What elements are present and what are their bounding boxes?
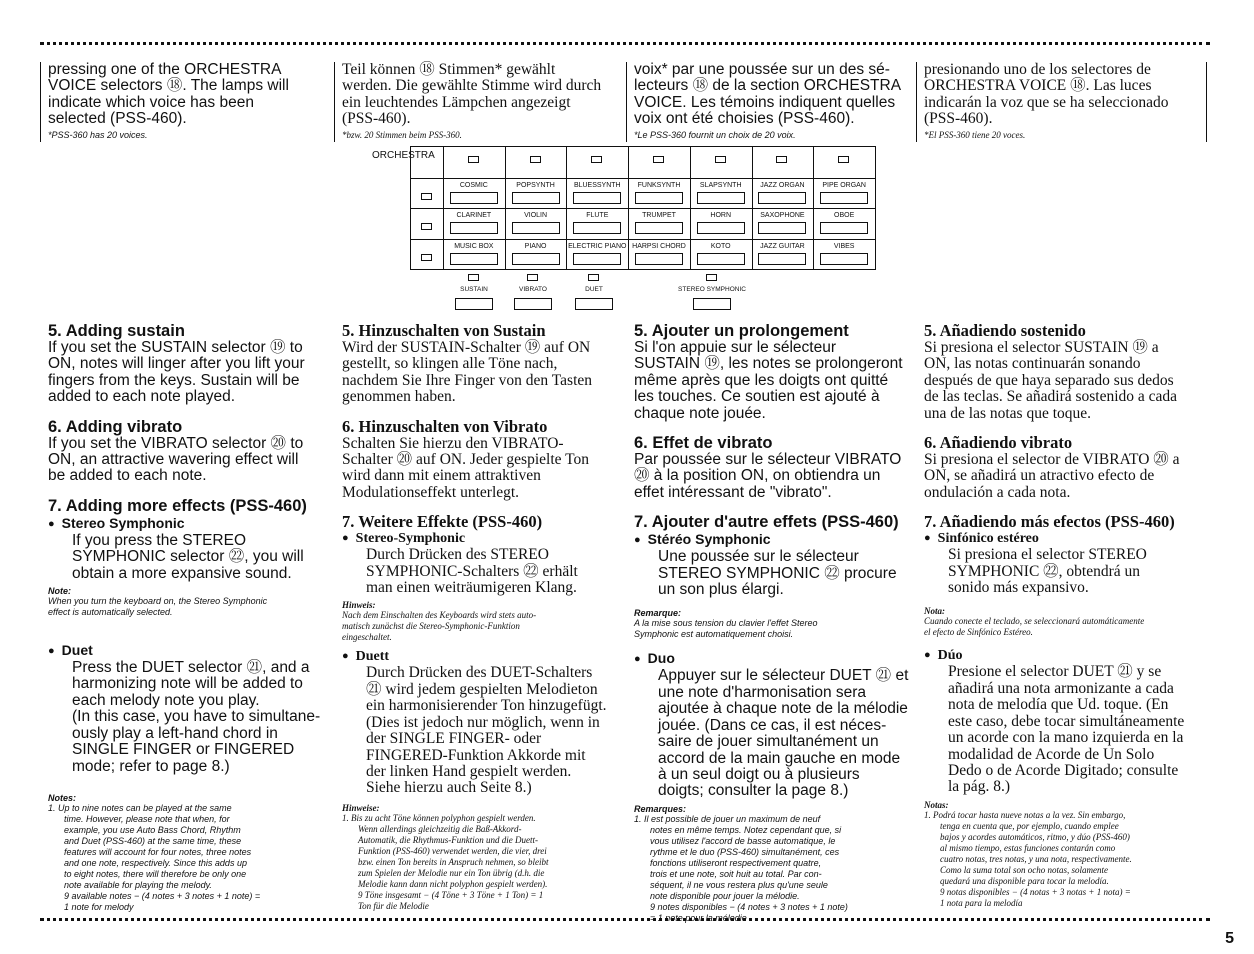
duet-body: Presione el selector DUET ㉑ y se añadirá una nota armonizante a cada nota de melodía que Ud. toque. (En este caso, debe tocar simultáneamente un acorde con la mano izquierda en la modalidad de Acorde de Un Solo Dedo o de Acorde Digitado; consulte la pág. 8.) [948, 663, 1185, 796]
section-5-title: 5. Añadiendo sostenido [924, 321, 1086, 340]
duet-body: Durch Drücken des DUET-Schalters ㉑ wird jedem gespielten Melodieton ein harmonisierender Ton hinzugefügt. (Dies ist jedoch nur möglich, wenn in der SINGLE FINGER- oder FINGERED-Funktion Akkorde mit der linken Hand gespielt werden. Siehe hierzu auch Seite 8.) [366, 664, 607, 797]
intro-es [924, 62, 1199, 140]
column-bar [626, 62, 627, 142]
voice-selector-button[interactable] [450, 253, 498, 265]
page-number: 5 [1225, 930, 1234, 947]
section-6-body: Si presiona el selector de VIBRATO ⑳ a ON, se añadirá un atractivo efecto de ondulación a cada nota. [924, 451, 1180, 501]
effect-lamp [588, 274, 599, 281]
duet-title: ● Duo [634, 650, 914, 668]
stereo-title: ● Sinfónico estéreo [924, 531, 1206, 547]
column-bar [334, 62, 335, 142]
voice-selector-button[interactable] [635, 192, 683, 204]
note-text: A la mise sous tension du clavier l'effet Stereo Symphonic est automatiquement choisi. [634, 618, 818, 640]
effect-lamp [706, 274, 717, 281]
section-5-body: Si presiona el selector SUSTAIN ⑲ a ON, las notas continuarán sonando después de que haya separado sus dedos de las teclas. Se añadirá sostenido a cada una de las notas que toque. [924, 339, 1178, 422]
voice-column-lamp [530, 156, 541, 163]
notes-item: 1. Podrá tocar hasta nueve notas a la vez. Sin embargo, tenga en cuenta que, por ejemplo, cuando emplee bajos y acordes automáticos, ritmo, y dúo (PSS-460) al mismo tiempo, estas funciones contarán como cuatro notas, tres notas, y una nota, respectivamente. Como la suma total son ocho notas, solamente quedará una disponible para tocar la melodía. 9 notas disponibles − (4 notas + 3 notas + 1 nota) = 1 nota para la melodía [924, 809, 1132, 908]
voice-label: PIANO [524, 242, 547, 250]
voice-label: JAZZ GUITAR [760, 242, 805, 250]
stereo-title: ● Stereo-Symphonic [342, 531, 620, 547]
effect-selector-button[interactable] [575, 298, 613, 310]
voice-label: BLUESSYNTH [573, 181, 621, 189]
effect-label: DUET [585, 286, 603, 293]
effect-lamp [527, 274, 538, 281]
duet-title: ● Dúo [924, 648, 1206, 664]
notes-label: Remarques: [634, 803, 687, 814]
section-fr [634, 322, 914, 924]
section-de [342, 322, 620, 912]
column-bar [1206, 62, 1207, 142]
voice-label: PIPE ORGAN [822, 181, 866, 189]
note-text: Cuando conecte el teclado, se seleccionará automáticamente el efecto de Sinfónico Estéreo. [924, 616, 1145, 638]
footnote: *El PSS-360 tiene 20 voces. [924, 129, 1026, 140]
duet-title: ● Duet [48, 642, 328, 660]
voice-label: FLUTE [586, 212, 609, 219]
orchestra-label: ORCHESTRA [372, 150, 435, 161]
section-5-body: Wird der SUSTAIN-Schalter ⑲ auf ON gestellt, so klingen alle Töne nach, nachdem Sie Ihre Finger von den Tasten genommen haben. [342, 339, 593, 406]
note-text: Nach dem Einschalten des Keyboards wird stets auto- matisch zunächst die Stereo-Symphonic-Funktion eingeschaltet. [342, 610, 537, 643]
voice-selector-button[interactable] [820, 192, 868, 204]
voice-selector-button[interactable] [512, 253, 560, 265]
effect-label: VIBRATO [519, 286, 547, 293]
voice-column-lamp [715, 156, 726, 163]
section-5-title: 5. Hinzuschalten von Sustain [342, 321, 546, 340]
notes-label: Notes: [48, 792, 77, 803]
voice-label: POPSYNTH [516, 181, 555, 189]
stereo-body: Une poussée sur le sélecteur STEREO SYMPHONIC ㉒ procure un son plus élargi. [658, 548, 897, 599]
intro-text: presionando uno de los selectores de ORCHESTRA VOICE ⑱. Las luces indicarán la voz que se ha seleccionado (PSS-460). [924, 61, 1169, 128]
section-es [924, 322, 1206, 909]
column-bar [40, 62, 41, 142]
footnote: *PSS-360 has 20 voices. [48, 129, 148, 140]
stereo-body: If you press the STEREO SYMPHONIC selector ㉒, you will obtain a more expansive sound. [72, 531, 304, 582]
voice-column-lamp [468, 156, 479, 163]
voice-selector-button[interactable] [697, 222, 745, 234]
effect-lamp [468, 274, 479, 281]
voice-row-lamp [421, 254, 432, 261]
note-label: Nota: [924, 606, 945, 617]
stereo-title: ● Stereo Symphonic [48, 515, 328, 533]
notes-label: Notas: [924, 799, 949, 810]
stereo-title: ● Stéréo Symphonic [634, 531, 914, 549]
voice-column-lamp [591, 156, 602, 163]
stereo-body: Durch Drücken des STEREO SYMPHONIC-Schalters ㉒ erhält man einen weiträumigeren Klang. [366, 546, 578, 597]
intro-en [48, 62, 323, 140]
section-7-title: 7. Añadiendo más efectos (PSS-460) [924, 512, 1175, 532]
voice-selector-button[interactable] [635, 222, 683, 234]
section-7-title: 7. Adding more effects (PSS-460) [48, 496, 307, 515]
intro-fr [634, 62, 909, 140]
voice-label: HARPSI CHORD [632, 242, 686, 250]
voice-selector-button[interactable] [573, 192, 621, 204]
duet-title: ● Duett [342, 649, 620, 665]
effect-label: STEREO SYMPHONIC [678, 286, 746, 293]
voice-row-lamp [421, 193, 432, 200]
effect-selector-button[interactable] [514, 298, 552, 310]
voice-label: SAXOPHONE [760, 212, 805, 219]
voice-label: VIBES [833, 242, 855, 250]
intro-text: voix* par une poussée sur un des sé- lecteurs ⑱ de la section ORCHESTRA VOICE. Les témoins indiquent quelles voix ont été choisies (PSS-460). [634, 61, 902, 128]
intro-text: Teil können ⑱ Stimmen* gewählt werden. Die gewählte Stimme wird durch ein leuchtendes Lämpchen angezeigt (PSS-460). [342, 61, 602, 128]
voice-label: HORN [710, 212, 732, 219]
footnote: *Le PSS-360 fournit un choix de 20 voix. [634, 129, 796, 140]
voice-selector-button[interactable] [697, 192, 745, 204]
notes-item: 1. Bis zu acht Töne können polyphon gespielt werden. Wenn allerdings gleichzeitig die Baß-Akkord- Automatik, die Rhythmus-Funktion und die Duett- Funktion (PSS-460) verwendet werden, die vier, drei bzw. einen Ton bereits in Anspruch nehmen, so bleibt zum Spielen der Melodie nur ein Ton übrig (d.h. die Melodie kann dann nicht polyphon gespielt werden). 9 Töne insgesamt − (4 Töne + 3 Töne + 1 Ton) = 1 Ton für die Melodie [342, 812, 549, 911]
voice-column-lamp [838, 156, 849, 163]
footnote: *bzw. 20 Stimmen beim PSS-360. [342, 129, 462, 140]
voice-label: FUNKSYNTH [637, 181, 681, 189]
voice-label: KOTO [710, 242, 731, 250]
voice-selector-button[interactable] [573, 222, 621, 234]
section-6-body: If you set the VIBRATO selector ⑳ to ON, an attractive wavering effect will be added to each note. [48, 434, 304, 485]
column-bar [916, 62, 917, 142]
voice-label: SLAPSYNTH [699, 181, 742, 189]
section-7-title: 7. Ajouter d'autre effets (PSS-460) [634, 513, 899, 532]
voice-label: JAZZ ORGAN [760, 181, 805, 189]
voice-label: ELECTRIC PIANO [568, 242, 627, 250]
section-6-body: Par poussée sur le sélecteur VIBRATO ⑳ à la position ON, on obtiendra un effet intéressant de "vibrato". [634, 451, 902, 501]
voice-column-lamp [653, 156, 664, 163]
section-6-body: Schalten Sie hierzu den VIBRATO- Schalter ⑳ auf ON. Jeder gespielte Ton wird dann mit einem attraktiven Modulationseffekt unterlegt. [342, 434, 589, 501]
stereo-body: Si presiona el selector STEREO SYMPHONIC ㉒, obtendrá un sonido más expansivo. [948, 546, 1147, 597]
section-5-title: 5. Ajouter un prolongement [634, 322, 849, 340]
notes-item: 1. Up to nine notes can be played at the same time. However, please note that when, for example, you use Auto Bass Chord, Rhythm and Duet (PSS-460) at the same time, these features will account for four notes, three notes and one note, respectively. Since this adds up to eight notes, there will therefore be only one note available for playing the melody. 9 available notes − (4 notes + 3 notes + 1 note) = 1 note for melody [48, 802, 261, 912]
note-label: Hinweis: [342, 600, 376, 611]
section-5-body: If you set the SUSTAIN selector ⑲ to ON, notes will linger after you lift your fingers from the keys. Sustain will be added to each note played. [48, 339, 305, 406]
orchestra-voice-panel-diagram [370, 146, 890, 314]
section-6-title: 6. Effet de vibrato [634, 434, 773, 453]
voice-label: COSMIC [459, 181, 488, 189]
note-label: Remarque: [634, 608, 682, 619]
bottom-dotted-rule [40, 918, 1210, 921]
section-7-title: 7. Weitere Effekte (PSS-460) [342, 512, 543, 532]
voice-selector-button[interactable] [758, 192, 806, 204]
note-text: When you turn the keyboard on, the Stereo Symphonic effect is automatically selected. [48, 596, 268, 618]
intro-text: pressing one of the ORCHESTRA VOICE selectors ⑱. The lamps will indicate which voice has been selected (PSS-460). [48, 61, 289, 128]
intro-de [342, 62, 617, 140]
voice-label: TRUMPET [642, 212, 676, 219]
section-6-title: 6. Añadiendo vibrato [924, 433, 1073, 453]
voice-label: VIOLIN [524, 212, 548, 219]
voice-selector-button[interactable] [697, 253, 745, 265]
effect-selector-button[interactable] [455, 298, 493, 310]
voice-label: CLARINET [456, 212, 492, 219]
voice-selector-button[interactable] [573, 253, 621, 265]
voice-label: MUSIC BOX [454, 242, 494, 250]
voice-selector-button[interactable] [512, 192, 560, 204]
voice-row-lamp [421, 223, 432, 230]
voice-selector-button[interactable] [758, 222, 806, 234]
voice-selector-button[interactable] [635, 253, 683, 265]
section-en [48, 322, 328, 913]
section-5-title: 5. Adding sustain [48, 322, 185, 340]
top-dotted-rule [40, 42, 1210, 45]
duet-body: Appuyer sur le sélecteur DUET ㉑ et une note d'harmonisation sera ajoutée à chaque note de la mélodie jouée. (Dans ce cas, il est néces- saire de jouer simultanément un accord de la main gauche en mode à un seul doigt ou à plusieurs doigts; consulter la page 8.) [658, 667, 909, 800]
voice-column-lamp [776, 156, 787, 163]
voice-selector-button[interactable] [758, 253, 806, 265]
notes-label: Hinweise: [342, 802, 380, 813]
voice-label: OBOE [834, 212, 855, 219]
notes-item: 1. Il est possible de jouer un maximum de neuf notes en même temps. Notez cependant que, si vous utilisez l'accord de basse automatique, le rythme et le duo (PSS-460) simultanément, ces fonctions utiliseront respectivement quatre, trois et une note, soit huit au total. Par con- séquent, il ne vous restera plus qu'une seule note disponible pour jouer la mélodie. 9 notes disponibles − (4 notes + 3 notes + 1 note) = 1 note pour la mélodie [634, 813, 848, 923]
voice-selector-button[interactable] [820, 253, 868, 265]
section-6-title: 6. Adding vibrato [48, 417, 183, 436]
effect-label: SUSTAIN [460, 286, 488, 293]
note-label: Note: [48, 586, 71, 597]
section-5-body: Si l'on appuie sur le sélecteur SUSTAIN ⑲, les notes se prolongeront même après que les doigts ont quitté les touches. Ce soutien est ajouté à chaque note jouée. [634, 339, 903, 422]
voice-selector-button[interactable] [512, 222, 560, 234]
voice-selector-button[interactable] [450, 192, 498, 204]
voice-selector-button[interactable] [820, 222, 868, 234]
voice-selector-button[interactable] [450, 222, 498, 234]
duet-body: Press the DUET selector ㉑, and a harmonizing note will be added to each melody note you play. (In this case, you have to simultane- ously play a left-hand chord in SINGLE FINGER or FINGERED mode; refer to page 8.) [72, 659, 321, 775]
effect-selector-button[interactable] [693, 298, 731, 310]
section-6-title: 6. Hinzuschalten von Vibrato [342, 416, 548, 436]
voice-grid [410, 146, 876, 270]
